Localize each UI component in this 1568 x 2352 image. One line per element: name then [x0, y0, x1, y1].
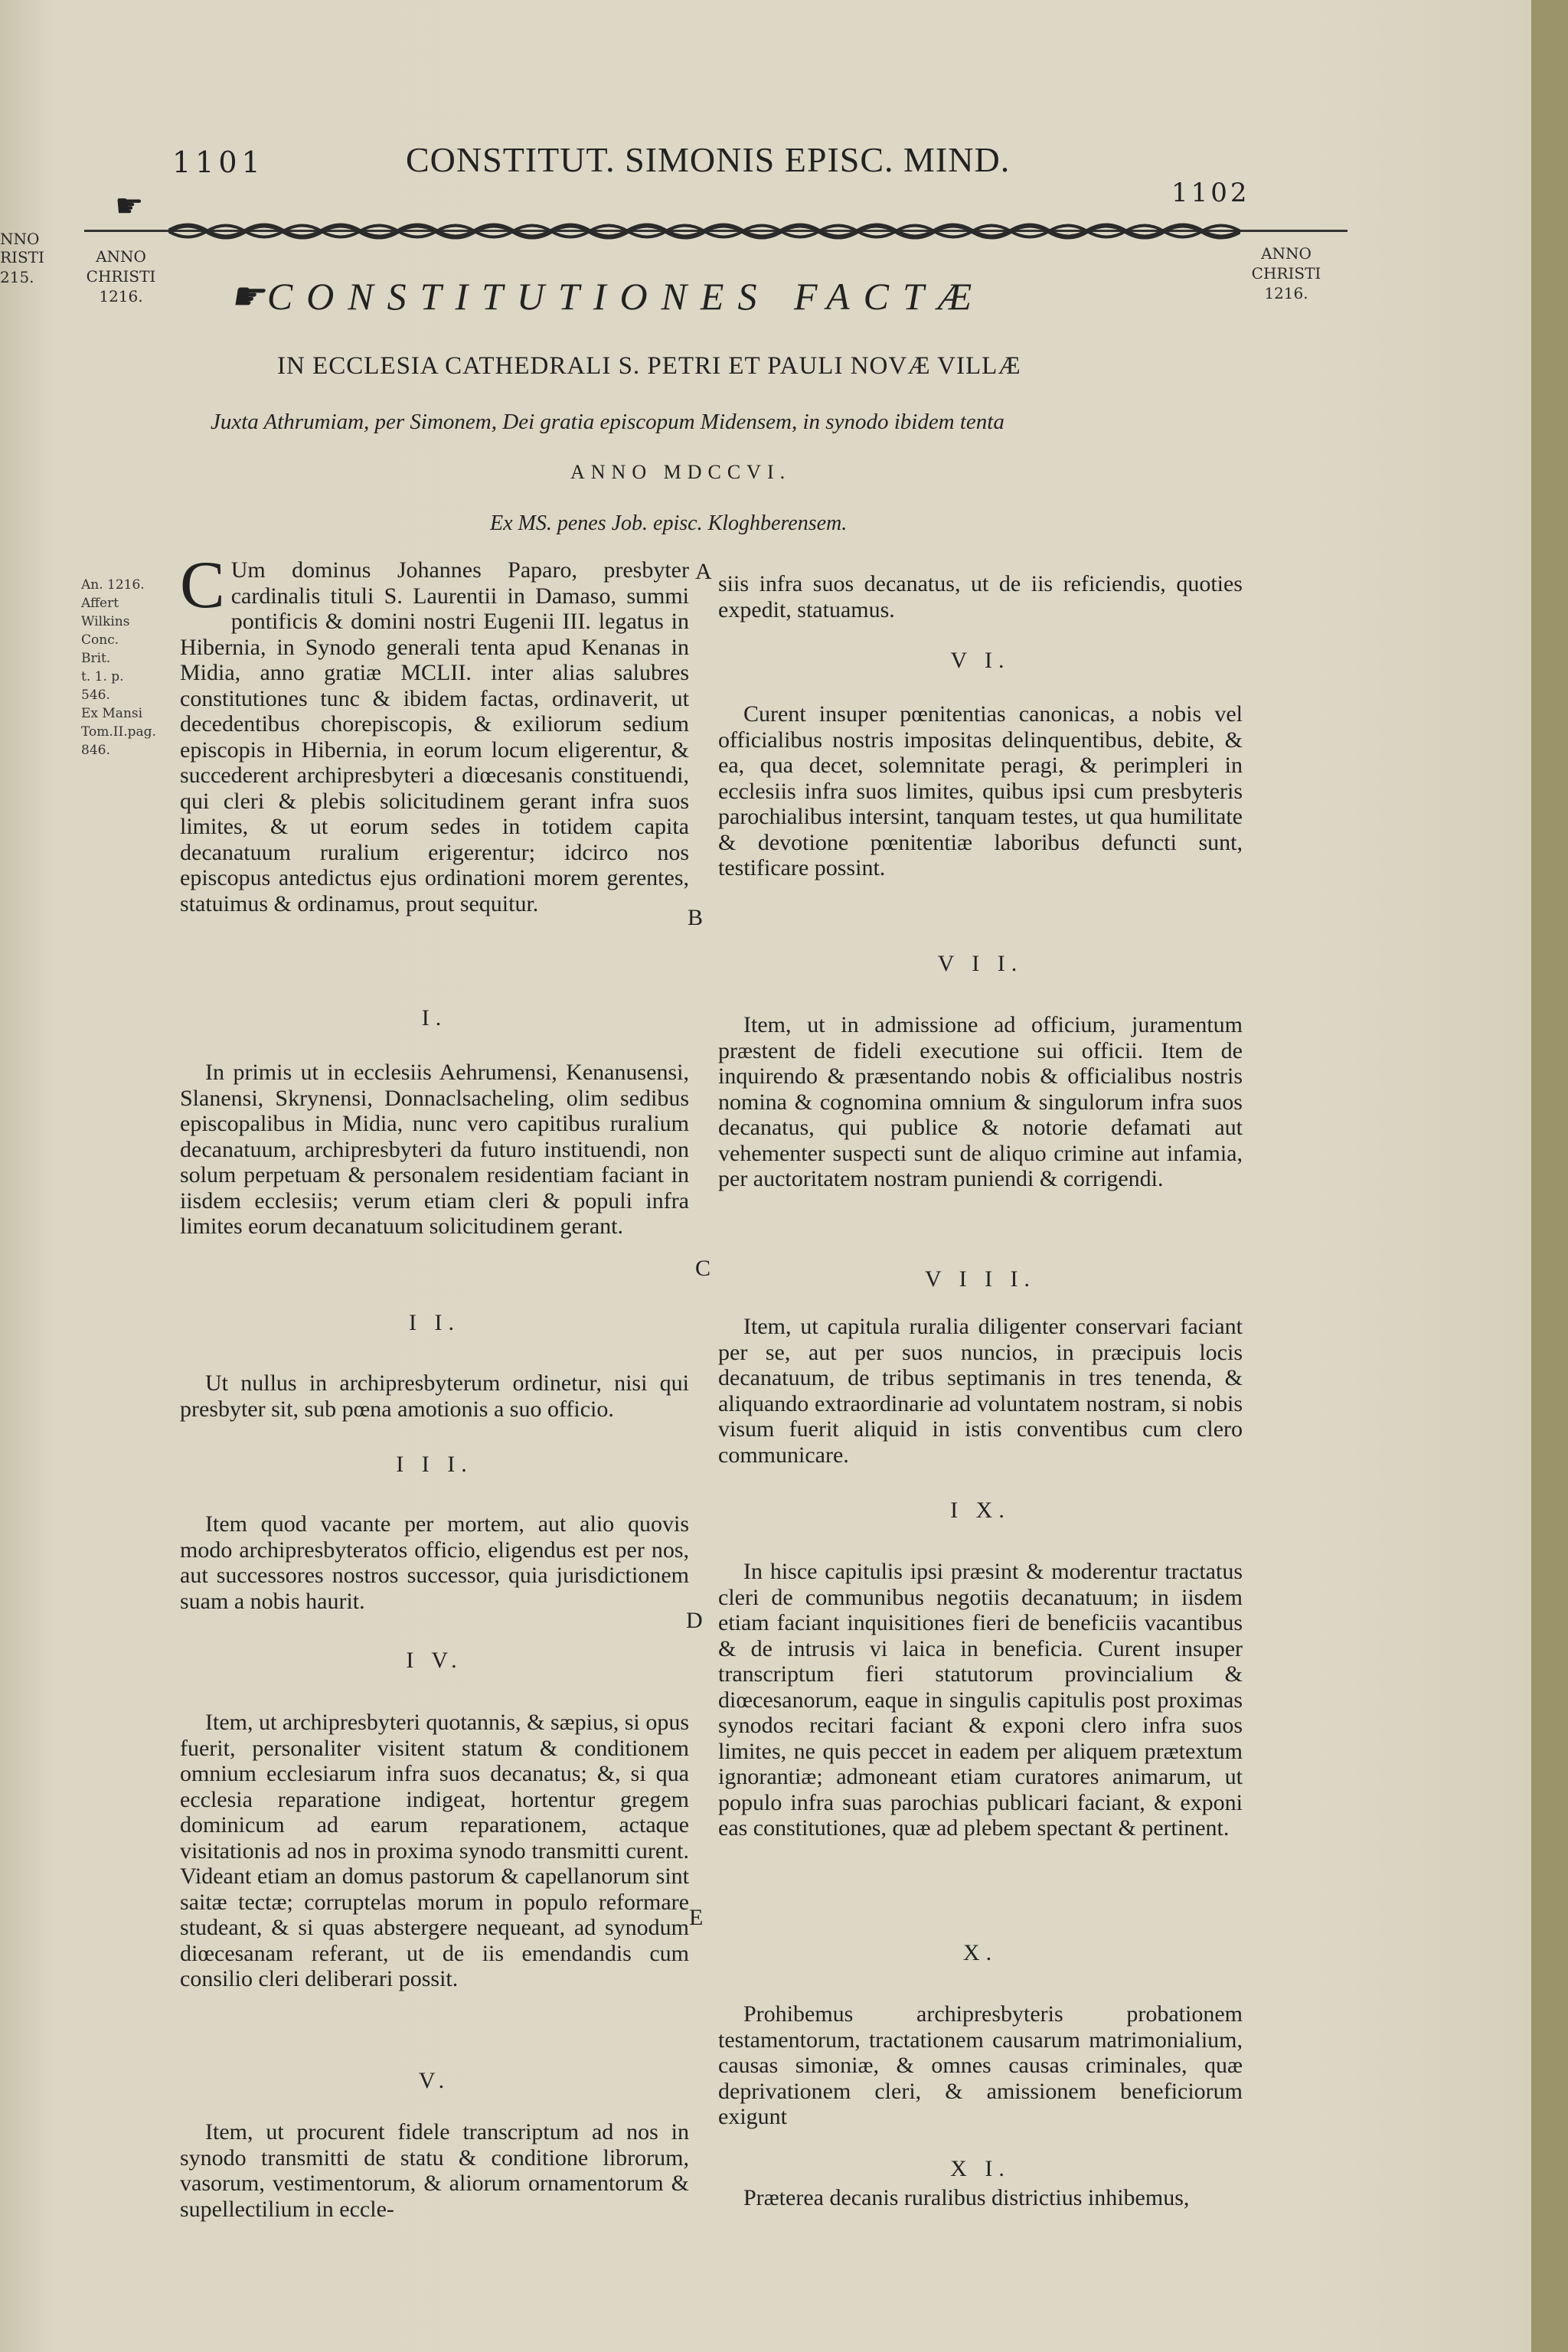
title-text: CONSTITUTIONES FACTÆ: [266, 275, 986, 318]
section-heading: V.: [418, 2068, 451, 2093]
section-heading: I I.: [409, 1310, 460, 1335]
anno-label: ANNO: [96, 247, 146, 266]
section-text: Ut nullus in archipresbyterum ordinetur, nisi qui presbyter sit, sub pœna amotionis a suo officio.: [180, 1370, 689, 1422]
section-text: In hisce capitulis ipsi præsint & moderentur tractatus cleri de communibus negotiis decanatuum; in iisdem etiam faciant inquisitiones fieri de beneficiis vacantibus & de intrusis vi laica in beneficia. Curent insuper transcriptum fieri statutorum provincialium & diœcesanorum, eaque in singulis capitulis post proximas synodos recitari faciant & exponi clero infra suos limites, ne quis peccet in eadem per aliquem prætextum ignorantiæ; admoneant etiam curatores animarum, ut populo infra suas parochias publicari faciant, & exponi eas constitutiones, quæ ad plebem spectant & pertinent.: [718, 1559, 1243, 1841]
section-heading: V I.: [950, 648, 1011, 673]
section-heading: V I I I.: [924, 1266, 1037, 1292]
section-text: Item, ut procurent fidele transcriptum ad nos in synodo transmitti de statu & conditione librorum, vasorum, vestimentorum, & aliorum ornamentorum & supellectilium in eccle-: [180, 2119, 689, 2222]
margin-line: Wilkins: [81, 614, 130, 629]
section-marker-e: E: [689, 1905, 704, 1930]
document-byline: Juxta Athrumiam, per Simonem, Dei gratia episcopum Midensem, in synodo ibidem tenta: [211, 410, 1004, 434]
margin-line: An. 1216.: [81, 577, 145, 593]
page-number-right: 1102: [1171, 178, 1250, 208]
section-text: Præterea decanis ruralibus districtius inhibemus,: [743, 2185, 1190, 2210]
anno-label: ANNO: [1261, 244, 1312, 263]
anno-label: CHRISTI: [86, 267, 156, 286]
section-heading: I V.: [406, 1648, 463, 1673]
edge-text: 215.: [0, 268, 34, 286]
document-title: [230, 274, 985, 318]
continued-text: siis infra suos decanatus, ut de iis reficiendis, quoties expedit, statuamus.: [718, 571, 1243, 622]
section-heading: I I I.: [396, 1452, 473, 1477]
section-heading: X.: [962, 1940, 998, 1965]
margin-line: t. 1. p. 546.: [81, 669, 124, 703]
margin-note: [81, 576, 156, 760]
anno-label: CHRISTI: [1251, 264, 1321, 283]
section-heading: X I.: [950, 2156, 1011, 2181]
margin-line: Affert: [81, 596, 119, 611]
document-year: ANNO MDCCVI.: [570, 461, 792, 483]
margin-line: Conc. Brit.: [81, 632, 119, 666]
margin-line: Tom.II.pag.: [81, 724, 156, 740]
running-title: CONSTITUT. SIMONIS EPISC. MIND.: [406, 140, 1011, 179]
anno-year: 1216.: [1264, 284, 1308, 302]
pointing-hand-icon: ☛: [230, 275, 267, 318]
pointing-hand-icon: ☛: [115, 187, 144, 224]
section-text: Item, ut archipresbyteri quotannis, & sæpius, si opus fuerit, personaliter visitent statum & conditionem omnium ecclesiarum infra suos decanatus; &, si qua ecclesia reparatione indigeat, hortentur gregem dominicum ad earum reparationem, actaque visitationis ad nos in proxima synodo transmitti curent. Videant etiam an domus pastorum & capellanorum sint saitæ tectæ; corruptelas morum in populo reformare studeant, & si quas abstergere nequeant, ad synodum diœcesanam referant, ut de iis emendandis cum consilio cleri deliberari possit.: [180, 1710, 689, 1991]
intro-text: Um dominus Johannes Paparo, presbyter cardinalis tituli S. Laurentii in Damaso, summi pontificis & domini nostri Eugenii III. legatus in Hibernia, in Synodo generali tenta apud Kenanas in Midia, anno gratiæ MCLII. inter alias salubres constitutiones tunc & ibidem factas, ordinaverit, ut decedentibus chorepiscopis, & exiliorum sedium episcopis in Hibernia, in eorum locum eligerentur, & succederent archipresbyteri a diœcesanis constituendi, qui cleri & plebis solicitudinem gerant infra suos limites, & ut eorum sedes in totidem capita decanatuum ruralium erigerentur; idcirco nos episcopus antedictus ejus ordinationi morem gerentes, statuimus & ordinamus, prout sequitur.: [180, 557, 689, 916]
section-text: Item, ut capitula ruralia diligenter conservari faciant per se, aut per suos nuncios, in præcipuis locis decanatuum, de tribus septimanis in tres tenenda, & aliquando extraordinarie ad voluntatem nostram, si nobis visum fuerit aliquid in istis conventibus cum clero communicare.: [718, 1314, 1243, 1468]
section-text: Item, ut in admissione ad officium, juramentum præstent de fideli executione sui officii. Item de inquirendo & præsentando nobis & officialibus nostris nomina & cognomina omnium & singulorum infra suos decanatus, qui publice & notorie defamati aut vehementer suspecti sunt de aliquo crimine aut infamia, per auctoritatem nostram puniendi & corrigendi.: [718, 1012, 1243, 1191]
edge-text: RISTI: [0, 248, 44, 266]
margin-line: Ex Mansi: [81, 706, 143, 721]
page-number-left: 1101: [172, 145, 265, 179]
adjacent-page-edge: [0, 184, 46, 413]
margin-line: 846.: [81, 743, 110, 758]
section-text: Prohibemus archipresbyteris probationem testamentorum, tractationem causarum matrimonialium, causas simoniæ, & omnes causas criminales, quæ deprivationem cleri, & amissionem beneficiorum exigunt: [718, 2001, 1243, 2129]
page-header: [0, 140, 1531, 224]
section-heading: I.: [421, 1005, 448, 1031]
document-source: Ex MS. penes Job. episc. Kloghberensem.: [490, 511, 848, 535]
ornament-band: [168, 216, 1240, 247]
intro-paragraph: [180, 548, 689, 916]
drop-cap: C: [180, 548, 225, 622]
section-text: In primis ut in ecclesiis Aehrumensi, Kenanusensi, Slanensi, Skrynensi, Donnaclsacheling, olim sedibus episcopalibus in Midia, nunc vero capitibus ruralium decanatuum, archipresbyteri da futuro instituendi, non solum perpetuam & personalem residentiam faciant in iisdem ecclesiis; verum etiam cleri & populi infra limites eorum decanatuum solicitudinem gerant.: [180, 1060, 689, 1239]
anno-year: 1216.: [99, 287, 143, 305]
document-subtitle: IN ECCLESIA CATHEDRALI S. PETRI ET PAULI NOVÆ VILLÆ: [277, 352, 1021, 380]
anno-christi-left: [83, 247, 159, 306]
section-marker-c: C: [695, 1256, 711, 1281]
section-text: Item quod vacante per mortem, aut alio quovis modo archipresbyteratos officio, eligendus est per nos, aut successores nostros successor, quia jurisdictionem suam a nobis haurit.: [180, 1511, 689, 1614]
anno-christi-right: [1244, 243, 1328, 303]
edge-text: NNO: [0, 230, 40, 248]
section-heading: I X.: [950, 1498, 1011, 1523]
section-marker-a: A: [695, 559, 712, 584]
section-heading: V I I.: [937, 951, 1024, 976]
section-text: Curent insuper pœnitentias canonicas, a nobis vel officialibus nostris impositas delinquentibus, debite, & ea, qua decet, solemnitate peragi, & perimpleri in ecclesiis infra suos limites, quibus ipsi cum presbyteris parochialibus intersint, tanquam testes, ut qua humilitate & devotione pœnitentiæ laboribus defuncti sunt, testificare possint.: [718, 701, 1243, 880]
section-marker-b: B: [688, 905, 704, 930]
section-marker-d: D: [686, 1608, 703, 1633]
